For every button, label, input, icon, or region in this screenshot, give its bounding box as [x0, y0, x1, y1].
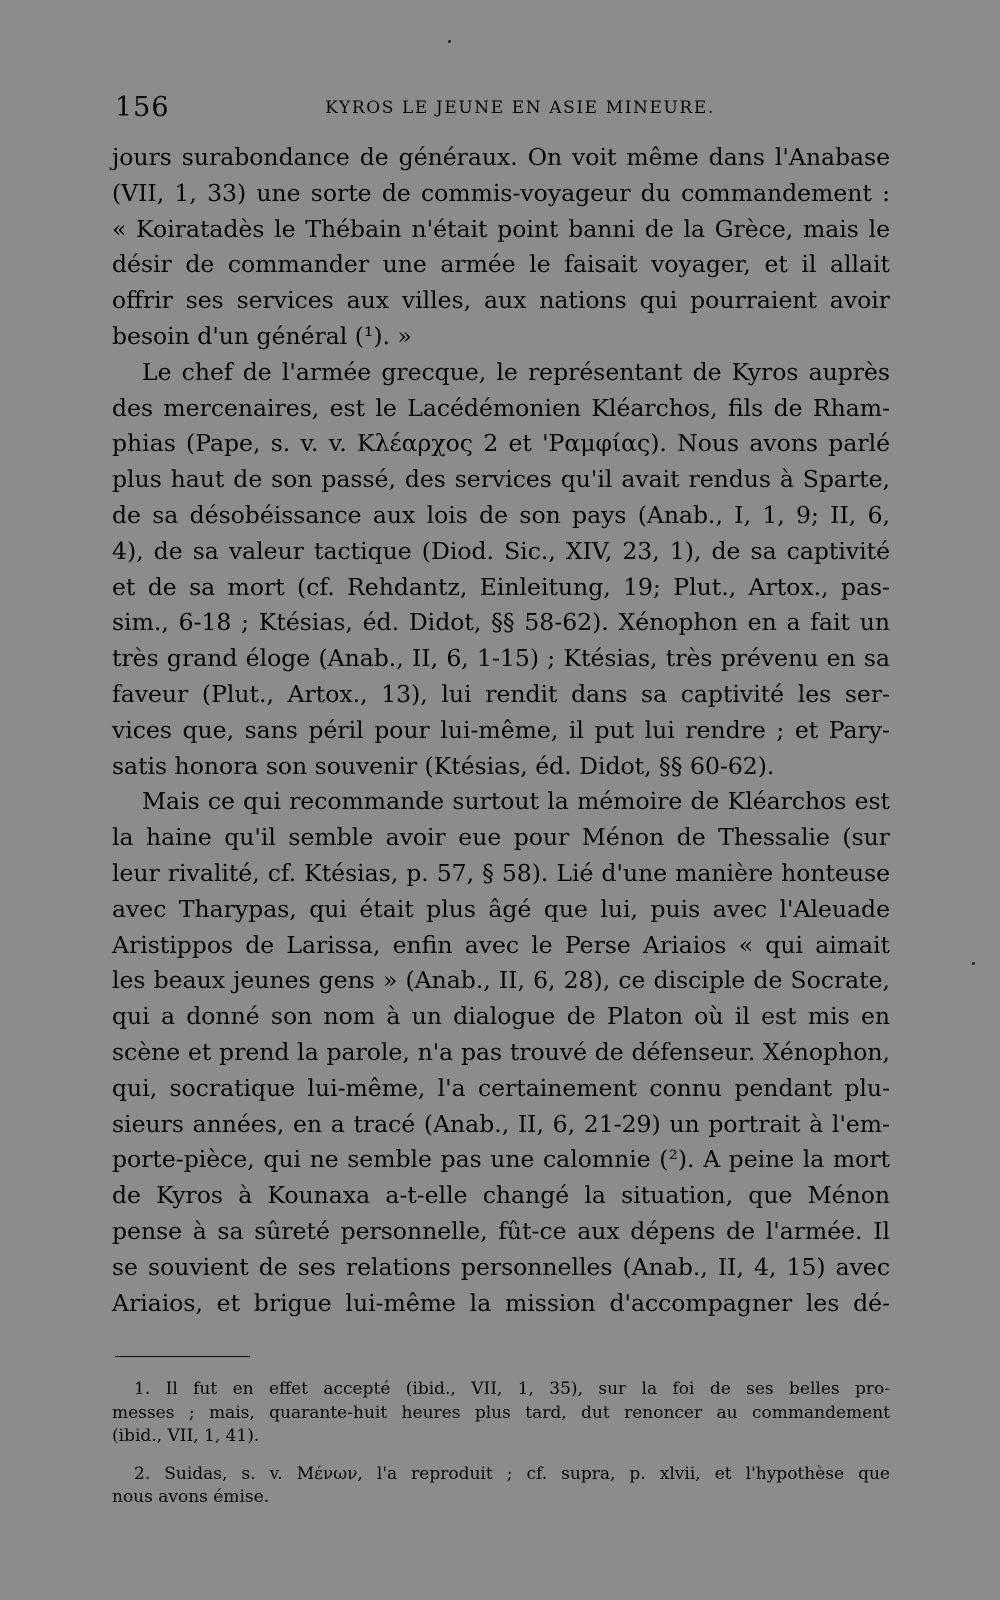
text-line: de sa désobéissance aux lois de son pays (Anab., I, 1, 9; II, 6, [112, 500, 890, 529]
text-line: Aristippos de Larissa, enfin avec le Perse Ariaios « qui aimait [112, 930, 890, 959]
footnotes [112, 1378, 890, 1510]
text-line: se souvient de ses relations personnelles (Anab., II, 4, 15) avec [112, 1252, 890, 1281]
text-line: très grand éloge (Anab., II, 6, 1-15) ; Ktésias, très prévenu en sa [112, 644, 890, 673]
speck [972, 962, 975, 965]
running-title: KYROS LE JEUNE EN ASIE MINEURE. [325, 98, 715, 118]
text-line: Le chef de l'armée grecque, le représentant de Kyros auprès [142, 357, 890, 386]
text-line: 4), de sa valeur tactique (Diod. Sic., XIV, 23, 1), de sa captivité [112, 536, 890, 565]
footnote-line: messes ; mais, quarante-huit heures plus tard, dut renoncer au commandement [112, 1402, 890, 1423]
text-line: sim., 6-18 ; Ktésias, éd. Didot, §§ 58-62). Xénophon en a fait un [112, 608, 890, 637]
text-line: des mercenaires, est le Lacédémonien Kléarchos, fils de Rham- [112, 393, 890, 422]
text-line: désir de commander une armée le faisait voyager, et il allait [112, 250, 890, 279]
page-header [115, 92, 885, 126]
footnote-line: 1. Il fut en effet accepté (ibid., VII, 1, 35), sur la foi de ses belles pro- [134, 1379, 890, 1399]
footnote-line: (ibid., VII, 1, 41). [112, 1426, 260, 1446]
footnote-separator [115, 1356, 250, 1357]
speck [448, 40, 451, 43]
text-line: plus haut de son passé, des services qu'il avait rendus à Sparte, [112, 465, 890, 494]
text-line: de Kyros à Kounaxa a-t-elle changé la situation, que Ménon [112, 1181, 890, 1210]
text-line: faveur (Plut., Artox., 13), lui rendit dans sa captivité les ser- [112, 679, 890, 708]
text-line: la haine qu'il semble avoir eue pour Ménon de Thessalie (sur [112, 823, 890, 852]
footnote-line: nous avons émise. [112, 1487, 270, 1507]
text-line: Ariaios, et brigue lui-même la mission d'accompagner les dé- [112, 1288, 890, 1317]
text-line: scène et prend la parole, n'a pas trouvé de défenseur. Xénophon, [112, 1037, 890, 1066]
text-line: besoin d'un général (¹). » [112, 321, 412, 350]
text-line: pense à sa sûreté personnelle, fût-ce aux dépens de l'armée. Il [112, 1216, 890, 1245]
text-line: avec Tharypas, qui était plus âgé que lui, puis avec l'Aleuade [112, 894, 890, 923]
text-line: (VII, 1, 33) une sorte de commis-voyageur du commandement : [112, 178, 890, 207]
text-line: « Koiratadès le Thébain n'était point banni de la Grèce, mais le [112, 214, 890, 243]
text-line: leur rivalité, cf. Ktésias, p. 57, § 58). Lié d'une manière honteuse [112, 858, 890, 887]
text-line: phias (Pape, s. v. v. Κλέαρχος 2 et 'Ραμφίας). Nous avons parlé [112, 429, 890, 458]
text-line: offrir ses services aux villes, aux nations qui pourraient avoir [112, 286, 890, 315]
footnote-line: 2. Suidas, s. v. Μένων, l'a reproduit ; cf. supra, p. xlvii, et l'hypothèse que [134, 1463, 890, 1484]
text-line: sieurs années, en a tracé (Anab., II, 6, 21-29) un portrait à l'em- [112, 1109, 890, 1138]
text-line: porte-pièce, qui ne semble pas une calomnie (²). A peine la mort [112, 1145, 890, 1174]
page-number: 156 [115, 92, 170, 123]
text-line: satis honora son souvenir (Ktésias, éd. Didot, §§ 60-62). [112, 751, 775, 780]
text-line: qui a donné son nom à un dialogue de Platon où il est mis en [112, 1002, 890, 1031]
text-line: jours surabondance de généraux. On voit même dans l'Anabase [112, 143, 890, 171]
text-line: vices que, sans péril pour lui-même, il put lui rendre ; et Pary- [112, 715, 890, 744]
text-line: et de sa mort (cf. Rehdantz, Einleitung, 19; Plut., Artox., pas- [112, 572, 890, 601]
text-line: Mais ce qui recommande surtout la mémoire de Kléarchos est [142, 787, 890, 816]
text-line: les beaux jeunes gens » (Anab., II, 6, 28), ce disciple de Socrate, [112, 966, 890, 995]
text-line: qui, socratique lui-même, l'a certainement connu pendant plu- [112, 1073, 890, 1102]
main-text [112, 140, 890, 1321]
